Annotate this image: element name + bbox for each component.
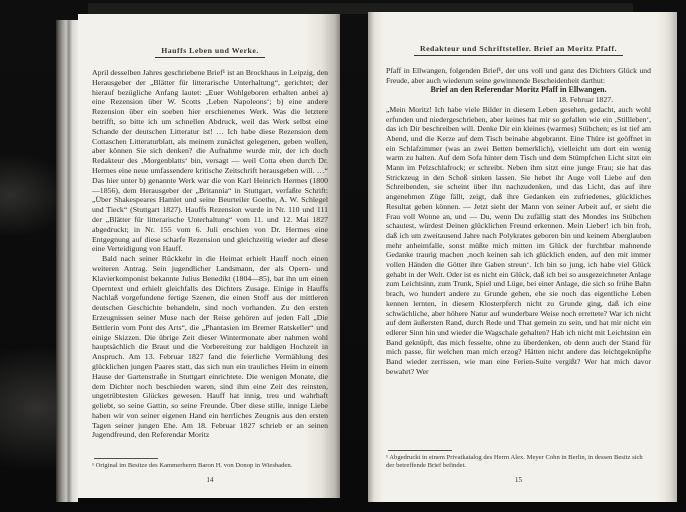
letter-body: „Mein Moritz! Ich habe viele Bilder in diesem Leben gesehen, gedacht, auch wohl erfunden und niedergeschrieben, aber keines hat mir so gefallen wie ein ‚Stillleben‘, das ich Dir beschreiben will. Denke Dir ein kleines (warmes) Stübchen; es ist tief am Abend, und die Kerze auf dem Tisch beinahe abgebrannt. Eine Thüre ist geöffnet in ein Schlafzimmer (was an zwei Betten bemerklich), vielleicht um dort ein wenig warm zu halten. Auf dem Sofa hinter dem Tisch und dem Stümpfchen Licht sitzt ein Mann im Pelzschlafrock; er schreibt. Neben ihm sitzt eine junge Frau; sie hat das Strickzeug in den Schoß sinken lassen. Sie hebet ihr Auge voll Liebe auf den Schreibenden, sie scheint über ihn nachzudenken, und das Licht, das auf ihre angenehmen Züge fällt, zeigt, daß ihre Gedanken ein zufriedenes, glückliches Resultat geben können. — Jetzt sieht der Mann von seiner Arbeit auf, er sieht die Frau voll Wonne an, und — Du, wenn Du zufällig statt des Mondes ins Stübchen schautest, würdest Deinen glücklichen Freund erkennen. Mein Lieber! ich bin froh, daß ich um zweitausend Jahre nach Polykrates geboren bin und keinem Aberglauben mehr anheimfalle, sonst müßte mich mitten im Glück der furchtbar mahnende Gedanke traurig machen ‚noch keinen sah ich glücklich enden, auf den mit immer vollen Händen die Götter ihre Gaben streun‘. Ich bin so jung, ich habe viel Glück gehabt in der Welt. Oder ist es nicht ein Glück, daß ich bei so ausgezeichneter Anlage zum Leichtsinn, zum Trunk, Spiel und Lüge, bei einer Anlage, die sich so frühe Bahn brach, wo hundert andere zu Grunde gehen, ehe sie noch das eigentliche Leben kennen lernten, in diesem Klosterpferch nicht zu Grunde ging, daß ich eine schwächliche, aber höhere Natur auf wunderbare Weise noch errettete? War ich nicht auf dem äußersten Rand, durch Rede und That gemein zu sein, und hat mir nicht ein edlerer Sinn hin und wieder die Wagschale gehalten? Hab ich nicht mit Leichtsinn ein Band geknüpft, das mich fesselte, ohne zu überdenken, ob denn auch der Stand für mich passe, für welchen man mich erzog? Hätten nicht andere das leichtgeknüpfte Band wieder zerrissen, wie man eine Ferien-Suite vergißt? Wer hat mich davor bewahrt? Wer <box>386 104 651 376</box>
letter-date: 18. Februar 1827. <box>558 95 613 105</box>
right-running-head-text: Redakteur und Schriftsteller. Brief an Moritz Pfaff. <box>414 44 623 56</box>
left-page-foot <box>92 458 328 484</box>
right-body-text <box>386 66 651 456</box>
right-intro-paragraph: Pfaff in Ellwangen, folgenden Brief¹, der uns voll und ganz des Dichters Glück und Freude, aber auch wiederum seine gewinnende Bescheidenheit darthut: <box>386 66 651 85</box>
right-page-number: 15 <box>514 476 523 485</box>
right-page-foot <box>386 450 651 484</box>
left-body-text <box>92 68 328 464</box>
right-footnote-rule <box>388 450 452 451</box>
left-footnote-rule <box>94 458 158 459</box>
letter-heading: Brief an den Referendar Moritz Pfaff in Ellwangen. <box>430 85 607 95</box>
right-running-head <box>386 38 651 56</box>
left-page <box>78 14 340 498</box>
left-footnote: ¹ Original im Besitze des Kammerherrn Baron H. von Donop in Wiesbaden. <box>92 462 293 469</box>
right-page <box>368 12 677 502</box>
left-page-number: 14 <box>206 476 214 485</box>
left-paragraph-2: Bald nach seiner Rückkehr in die Heimat erhielt Hauff noch einen weiteren Antrag. Sein jugendlicher Landsmann, der als Opern- und Klavierkomponist bekannte Julius Benedikt (1804—85), bat ihn um einen Operntext und erhielt gleichfalls des Dichters Zusage. Einige in Hauffs Nachlaß vorgefundene fertige Szenen, die einen Stoff aus der mittleren deutschen Geschichte behandeln, sind noch vorhanden. Zu den ersten Erzeugnissen seiner Muse nach der Reise gehören auf jeden Fall „Die Bettlerin vom Pont des Arts“, die „Phantasien im Bremer Ratskeller“ und einige Skizzen. Die übrige Zeit dieser Wintermonate aber nahmen wohl hauptsächlich die Braut und die Vorbereitung zur baldigen Hochzeit in Anspruch. Am 13. Februar 1827 fand die feierliche Vermählung des glücklichen jungen Paares statt, das sich nun ein trauliches Heim in einem Hause der Gartenstraße in Stuttgart einrichtete. Die wenigen Monate, die dem Dichter noch beschieden waren, sind ihm eine Zeit des reinsten, ungetrübtesten Glückes gewesen. Hauff hat innig, treu und wahrhaft geliebt, so seine Gattin, so seine Freunde. Über diese stille, innige Liebe haben wir von seiner eigenen Hand ein herrliches Zeugnis aus den ersten Tagen seiner jungen Ehe. Am 18. Februar 1827 schrieb er an seinen Jugendfreund, den Referendar Moritz <box>92 254 328 440</box>
left-running-head <box>92 40 328 58</box>
left-paragraph-1: April desselben Jahres geschriebene Brief¹ ist an Brockhaus in Leipzig, den Herausgeber der „Blätter für litterarische Unterhaltung“, gerichtet; der hierauf bezügliche Anfang lautet: „Euer Wohlgeboren erhalten anbei a) eine Rezension über W. Scotts ‚Leben Napoleons‘; b) eine andere Rezension über ein soeben hier erschienenes Werk. Was die letztere betrifft, so bitte ich um schnellen Abdruck, weil das Werk selbst eine Schande der deutschen Litteratur ist! … Ich habe diese Rezension dem Cottaschen Litteraturblatt, als meinem zunächst gelegenen, geben wollen, aber können Sie sich denken? die Aufnahme wurde mir, der ich doch Redakteur des ‚Morgenblatts‘ bin, versagt — weil Cotta eben durch Dr. Hermes eine neue umfassendere kritische Zeitschrift herausgeben will. …“ Das hier unter b) genannte Werk war die von Karl Heinrich Hermes (1800—1856), dem Herausgeber der „Britannia“ in Stuttgart, verfaßte Schrift: „Über Shakespeares Hamlet und seine Beurteiler Goethe, A. W. Schlegel und Tieck“ (Stuttgart 1827). Hauffs Rezension wurde in Nr. 110 und 111 der „Blätter für litterarische Unterhaltung“ vom 11. und 12. Mai 1827 abgedruckt; in Nr. 155 vom 6. Juli erschien von Dr. Hermes eine Entgegnung auf diese scharfe Rezension und gleichzeitig wieder auf diese eine Verteidigung von Hauff. <box>92 68 328 254</box>
left-running-head-text: Hauffs Leben und Werke. <box>155 46 265 58</box>
left-page-stack-edges <box>56 20 78 502</box>
left-page-content <box>92 40 328 498</box>
right-page-content <box>386 38 651 502</box>
right-footnote: ¹ Abgedruckt in einem Privatkatalog des Herrn Alex. Meyer Cohn in Berlin, in dessen Besitz sich der betreffende Brief befindet. <box>386 454 643 470</box>
